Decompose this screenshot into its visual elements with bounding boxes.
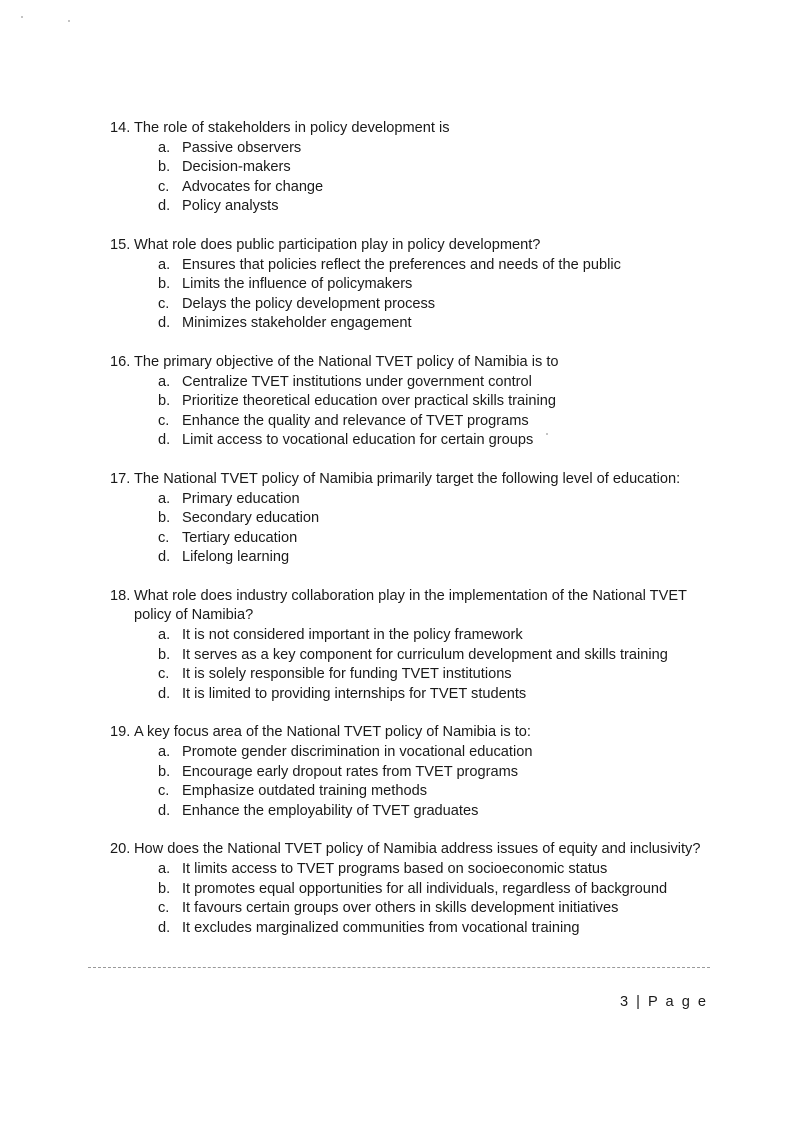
answer-option xyxy=(158,899,710,919)
answer-options xyxy=(110,490,710,568)
question-block xyxy=(110,587,710,705)
option-text: Tertiary education xyxy=(182,529,298,546)
answer-options xyxy=(110,860,710,938)
question-block xyxy=(110,470,710,568)
answer-option xyxy=(158,490,710,510)
option-text: Passive observers xyxy=(182,139,302,156)
option-letter: c. xyxy=(158,412,170,429)
option-text: Primary education xyxy=(182,490,300,507)
option-letter: b. xyxy=(158,276,171,293)
answer-option xyxy=(158,743,710,763)
question-line xyxy=(110,236,710,256)
option-text: It favours certain groups over others in skills development initiatives xyxy=(182,900,619,917)
answer-option xyxy=(158,431,710,451)
answer-options xyxy=(110,256,710,334)
answer-option xyxy=(158,197,710,217)
option-text: Enhance the employability of TVET graduates xyxy=(182,802,479,819)
question-line xyxy=(110,119,710,139)
option-text: Decision-makers xyxy=(182,159,291,176)
option-text: Limits the influence of policymakers xyxy=(182,276,413,293)
question-text: How does the National TVET policy of Namibia address issues of equity and inclusivity? xyxy=(134,841,701,858)
option-letter: b. xyxy=(158,646,171,663)
answer-option xyxy=(158,392,710,412)
option-text: Ensures that policies reflect the preferences and needs of the public xyxy=(182,256,621,273)
option-text: Encourage early dropout rates from TVET programs xyxy=(182,763,519,780)
option-text: Emphasize outdated training methods xyxy=(182,783,428,800)
option-text: It is solely responsible for funding TVET institutions xyxy=(182,666,512,683)
question-text: The National TVET policy of Namibia primarily target the following level of education: xyxy=(134,470,681,487)
question-number: 17. xyxy=(110,470,131,487)
question-block xyxy=(110,353,710,451)
option-text: It limits access to TVET programs based on socioeconomic status xyxy=(182,861,608,877)
question-line xyxy=(110,353,710,373)
option-letter: a. xyxy=(158,139,171,156)
answer-option xyxy=(158,782,710,802)
question-text: The role of stakeholders in policy development is xyxy=(134,120,450,136)
option-letter: b. xyxy=(158,510,171,527)
question-number: 15. xyxy=(110,236,131,253)
option-text: It excludes marginalized communities from vocational training xyxy=(182,919,580,936)
option-text: Minimizes stakeholder engagement xyxy=(182,315,412,332)
option-letter: d. xyxy=(158,802,171,819)
footer-divider xyxy=(88,967,710,968)
question-text: The primary objective of the National TVET policy of Namibia is to xyxy=(134,353,559,370)
answer-option xyxy=(158,763,710,783)
answer-option xyxy=(158,880,710,900)
answer-option xyxy=(158,178,710,198)
option-letter: c. xyxy=(158,178,170,195)
option-text: Centralize TVET institutions under government control xyxy=(182,373,532,390)
answer-option xyxy=(158,548,710,568)
answer-option xyxy=(158,509,710,529)
option-letter: a. xyxy=(158,861,171,877)
question-number: 18. xyxy=(110,587,131,604)
question-line xyxy=(110,723,710,743)
scan-speck xyxy=(68,20,70,22)
answer-option xyxy=(158,802,710,822)
answer-option xyxy=(158,139,710,159)
option-letter: c. xyxy=(158,666,170,683)
option-text: It serves as a key component for curriculum development and skills training xyxy=(182,646,668,663)
option-letter: a. xyxy=(158,490,171,507)
question-number: 19. xyxy=(110,724,131,741)
option-letter: c. xyxy=(158,900,170,917)
option-text: It is limited to providing internships for TVET students xyxy=(182,685,527,702)
option-text: Lifelong learning xyxy=(182,549,290,566)
option-text: Secondary education xyxy=(182,510,320,527)
option-text: Enhance the quality and relevance of TVET programs xyxy=(182,412,529,429)
option-text: Policy analysts xyxy=(182,198,279,215)
option-letter: d. xyxy=(158,685,171,702)
answer-option xyxy=(158,314,710,334)
answer-options xyxy=(110,373,710,451)
question-line xyxy=(110,470,710,490)
answer-option xyxy=(158,860,710,880)
question-text: What role does industry collaboration play in the implementation of the National TVET policy of Namibia? xyxy=(134,587,687,624)
question-line xyxy=(110,587,710,626)
question-block xyxy=(110,119,710,217)
question-block xyxy=(110,840,710,938)
option-letter: b. xyxy=(158,880,171,897)
question-number: 16. xyxy=(110,353,131,370)
answer-option xyxy=(158,685,710,705)
option-letter: b. xyxy=(158,763,171,780)
option-letter: c. xyxy=(158,529,170,546)
question-block xyxy=(110,236,710,334)
question-block xyxy=(110,723,710,821)
scan-speck xyxy=(21,16,23,18)
answer-options xyxy=(110,139,710,217)
answer-option xyxy=(158,626,710,646)
option-letter: a. xyxy=(158,627,171,644)
answer-option xyxy=(158,158,710,178)
answer-option xyxy=(158,295,710,315)
answer-option xyxy=(158,373,710,393)
question-line xyxy=(110,840,710,860)
option-text: It is not considered important in the policy framework xyxy=(182,627,523,644)
answer-option xyxy=(158,646,710,666)
question-number: 20. xyxy=(110,841,131,858)
answer-option xyxy=(158,919,710,939)
option-text: Delays the policy development process xyxy=(182,295,436,312)
option-letter: a. xyxy=(158,373,171,390)
option-text: Limit access to vocational education for certain groups xyxy=(182,432,534,449)
option-letter: b. xyxy=(158,159,171,176)
answer-options xyxy=(110,743,710,821)
answer-option xyxy=(158,529,710,549)
page-number: 3 | P a g e xyxy=(620,994,708,1010)
question-list xyxy=(110,119,710,957)
answer-option xyxy=(158,275,710,295)
option-text: Advocates for change xyxy=(182,178,324,195)
answer-option xyxy=(158,412,710,432)
option-letter: d. xyxy=(158,432,171,449)
option-letter: d. xyxy=(158,315,171,332)
option-letter: a. xyxy=(158,744,171,761)
option-letter: d. xyxy=(158,919,171,936)
option-letter: c. xyxy=(158,295,170,312)
option-text: Promote gender discrimination in vocational education xyxy=(182,744,533,761)
option-letter: d. xyxy=(158,198,171,215)
option-text: It promotes equal opportunities for all individuals, regardless of background xyxy=(182,880,668,897)
question-text: A key focus area of the National TVET policy of Namibia is to: xyxy=(134,724,531,741)
option-letter: c. xyxy=(158,783,170,800)
answer-option xyxy=(158,665,710,685)
question-number: 14. xyxy=(110,120,131,136)
option-letter: a. xyxy=(158,256,171,273)
answer-options xyxy=(110,626,710,704)
question-text: What role does public participation play in policy development? xyxy=(134,236,541,253)
option-letter: b. xyxy=(158,393,171,410)
option-letter: d. xyxy=(158,549,171,566)
answer-option xyxy=(158,256,710,276)
option-text: Prioritize theoretical education over practical skills training xyxy=(182,393,556,410)
